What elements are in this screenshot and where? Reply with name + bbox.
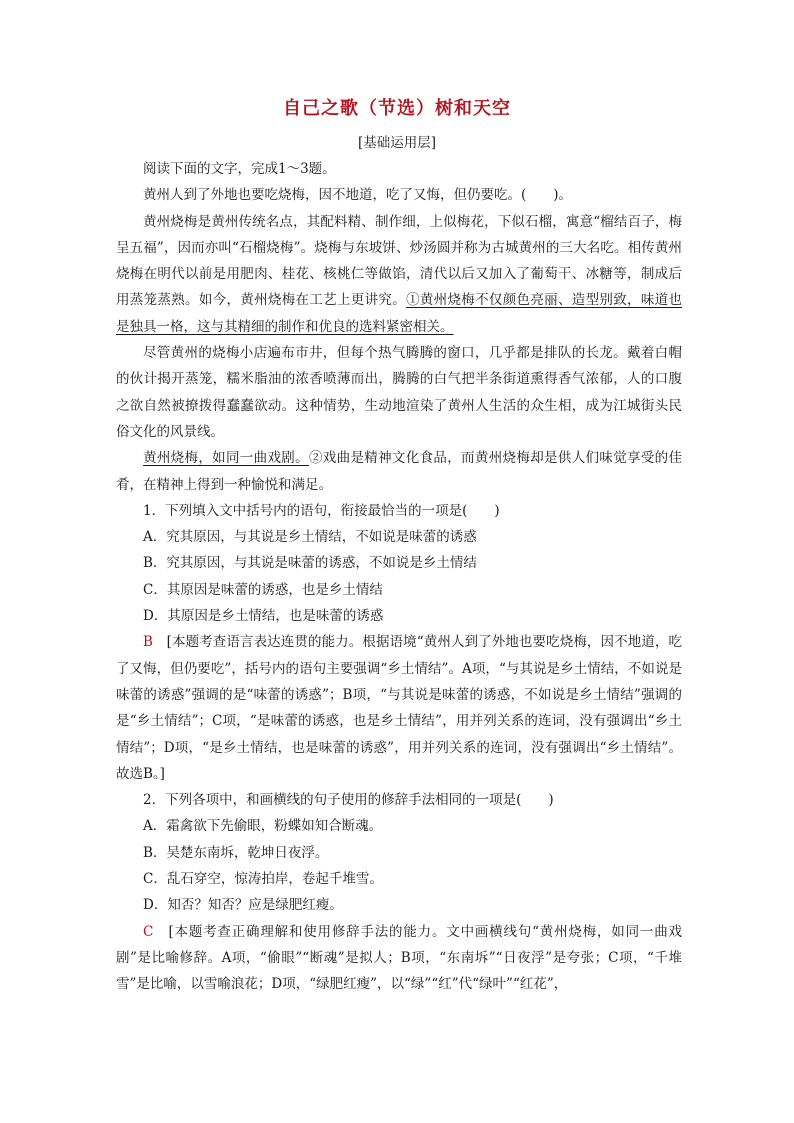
underlined-sentence-1: ①黄州烧梅不仅颜色亮丽、造型别致，味道也是独具一格，这与其精细的制作和优良的选料紧密相关。 [116, 292, 682, 335]
paragraph-3-text: ②戏曲是精神文化食品，而黄州烧梅却是供人们味觉享受的佳肴，在精神上得到一种愉悦和满足。 [116, 450, 683, 493]
question-1-option-d: D．其原因是乡土情结，也是味蕾的诱惑 [143, 608, 384, 625]
question-2-answer-letter: C [143, 923, 154, 940]
question-2-option-c: C．乱石穿空，惊涛拍岸，卷起千堆雪。 [143, 871, 383, 888]
question-2-stem: 2．下列各项中，和画横线的句子使用的修辞手法相同的一项是( ) [143, 792, 554, 809]
question-2-answer [116, 919, 682, 998]
passage-paragraph-2: 尽管黄州的烧梅小店遍布市井，但每个热气腾腾的窗口，几乎都是排队的长龙。戴着白帽的伙计揭开蒸笼，糯米脂油的浓香喷薄而出，腾腾的白气把半条街道熏得香气浓郁，人的口腹之欲自然被撩拨得蠢蠢欲动。这种情势，生动地渲染了黄州人生活的众生相，成为江城街头民俗文化的风景线。 [116, 345, 682, 440]
underlined-sentence-2: 黄州烧梅，如同一曲戏剧。 [143, 450, 309, 467]
paragraph-1-text: 黄州烧梅是黄州传统名点，其配料精、制作细，上似梅花，下似石榴，寓意“榴结百子，梅呈五福”，因而亦叫“石榴烧梅”。烧梅与东坡饼、炒汤圆并称为古城黄州的三大名吃。相传黄州烧梅在明代以前是用肥肉、桂花、核桃仁等做馅，清代以后又加入了葡萄干、冰糖等，制成后用蒸笼蒸熟。如今，黄州烧梅在工艺上更讲究。 [116, 213, 682, 309]
question-1-option-b: B．究其原因，与其说是味蕾的诱惑，不如说是乡土情结 [143, 555, 477, 572]
question-2-explanation: [本题考查正确理解和使用修辞手法的能力。文中画横线句“黄州烧梅，如同一曲戏剧”是比喻修辞。A项，“偷眼”“断魂”是拟人；B项，“东南坼”“日夜浮”是夸张；C项，“千堆雪”是比喻，以雪喻浪花；D项，“绿肥红瘦”，以“绿”“红”代“绿叶”“红花”， [116, 923, 683, 993]
question-1-option-a: A．究其原因，与其说是乡土情结，不如说是味蕾的诱惑 [143, 529, 477, 546]
question-2-option-a: A．霜禽欲下先偷眼，粉蝶如知合断魂。 [143, 818, 383, 835]
page-title: 自己之歌（节选）树和天空 [283, 98, 511, 119]
passage-paragraph-3 [116, 445, 682, 498]
question-1-answer-letter: B [143, 634, 153, 651]
question-1-option-c: C．其原因是味蕾的诱惑，也是乡土情结 [143, 581, 383, 598]
document-body [116, 156, 682, 998]
section-label: [基础运用层] [357, 135, 437, 151]
question-1-answer [116, 629, 682, 787]
question-1-stem: 1．下列填入文中括号内的语句，衔接最恰当的一项是( ) [143, 502, 500, 519]
passage-paragraph-1 [116, 209, 682, 340]
question-2-option-b: B．吴楚东南坼，乾坤日夜浮。 [143, 844, 329, 861]
passage-lead: 黄州人到了外地也要吃烧梅，因不地道，吃了又悔，但仍要吃。( )。 [143, 187, 573, 204]
question-2-option-d: D．知否？知否？应是绿肥红瘦。 [143, 897, 343, 914]
question-1-explanation: [本题考查语言表达连贯的能力。根据语境“黄州人到了外地也要吃烧梅，因不地道，吃了又悔，但仍要吃”，括号内的语句主要强调“乡土情结”。A项，“与其说是乡土情结，不如说是味蕾的诱惑”强调的是“味蕾的诱惑”；B项，“与其说是味蕾的诱惑，不如说是乡土情结”强调的是“乡土情结”；C项，“是味蕾的诱惑，也是乡土情结”，用并列关系的连词，没有强调出“乡土情结”；D项，“是乡土情结，也是味蕾的诱惑”，用并列关系的连词，没有强调出“乡土情结”。故选B。] [116, 634, 683, 782]
reading-instruction: 阅读下面的文字，完成1～3题。 [143, 161, 336, 177]
